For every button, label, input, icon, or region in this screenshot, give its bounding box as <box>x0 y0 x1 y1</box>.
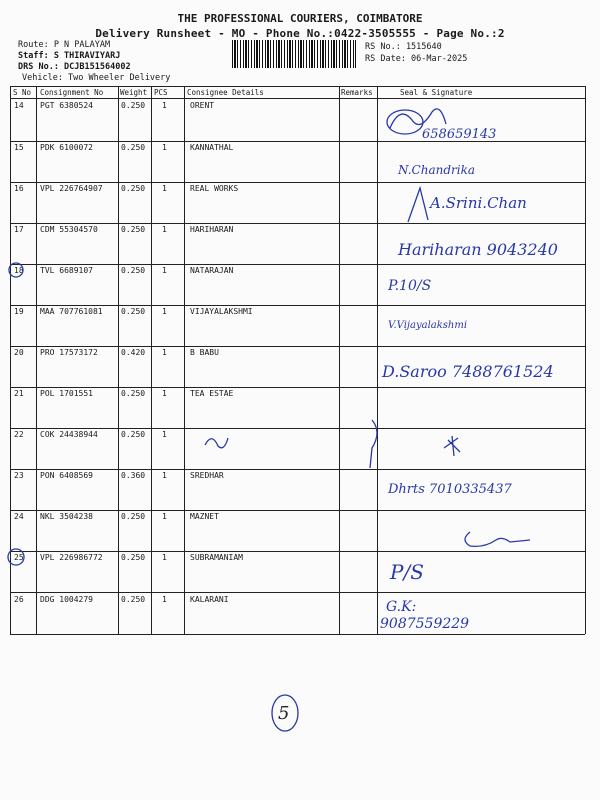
row-pcs: 1 <box>162 101 167 110</box>
row-weight: 0.250 <box>121 143 146 152</box>
row-consignment: COK 24438944 <box>40 430 98 439</box>
row-sno: 19 <box>14 307 24 316</box>
row-consignment: PDK 6100072 <box>40 143 93 152</box>
row-sno: 17 <box>14 225 24 234</box>
row-consignee: ORENT <box>190 101 215 110</box>
handwritten-signature: G.K: <box>386 599 417 615</box>
row-pcs: 1 <box>162 595 167 604</box>
row-weight: 0.250 <box>121 595 146 604</box>
col-signature: Seal & Signature <box>400 88 473 97</box>
row-consignment: VPL 226764907 <box>40 184 103 193</box>
row-consignee: KALARANI <box>190 595 229 604</box>
col-consignment: Consignment No <box>40 88 104 97</box>
row-pcs: 1 <box>162 143 167 152</box>
row-consignment: MAA 707761081 <box>40 307 103 316</box>
drs-label: DRS No.: DCJB151564002 <box>18 62 131 72</box>
row-consignee: B BABU <box>190 348 219 357</box>
row-sno: 20 <box>14 348 24 357</box>
row-sno: 21 <box>14 389 24 398</box>
row-sno: 16 <box>14 184 24 193</box>
row-weight: 0.420 <box>121 348 146 357</box>
row-weight: 0.250 <box>121 225 146 234</box>
row-pcs: 1 <box>162 348 167 357</box>
row-weight: 0.250 <box>121 184 146 193</box>
page-mark: 5 <box>278 703 290 724</box>
handwritten-signature: Dhrts 7010335437 <box>388 482 512 497</box>
handwritten-signature: P/S <box>390 560 424 584</box>
row-pcs: 1 <box>162 553 167 562</box>
vehicle-label: Vehicle: Two Wheeler Delivery <box>22 73 171 83</box>
row-pcs: 1 <box>162 389 167 398</box>
handwritten-signature: D.Saroo 7488761524 <box>382 362 554 381</box>
rs-date: RS Date: 06-Mar-2025 <box>365 54 468 64</box>
row-consignee: KANNATHAL <box>190 143 234 152</box>
row-sno: 15 <box>14 143 24 152</box>
row-weight: 0.250 <box>121 266 146 275</box>
row-weight: 0.250 <box>121 553 146 562</box>
row-consignee: SREDHAR <box>190 471 224 480</box>
staff-label: Staff: S THIRAVIYARJ <box>18 51 121 61</box>
row-sno: 23 <box>14 471 24 480</box>
row-consignee: NATARAJAN <box>190 266 234 275</box>
row-consignee: HARIHARAN <box>190 225 234 234</box>
row-consignment: PON 6408569 <box>40 471 93 480</box>
runsheet-subtitle: Delivery Runsheet - MO - Phone No.:0422-3505555 - Page No.:2 <box>95 27 505 40</box>
row-weight: 0.250 <box>121 512 146 521</box>
handwritten-signature: V.Vijayalakshmi <box>388 320 468 331</box>
handwritten-signature: Hariharan 9043240 <box>398 240 558 259</box>
row-consignment: CDM 55304570 <box>40 225 98 234</box>
row-pcs: 1 <box>162 307 167 316</box>
row-consignment: PRO 17573172 <box>40 348 98 357</box>
row-sno: 14 <box>14 101 24 110</box>
handwritten-number: 9087559229 <box>380 616 470 632</box>
row-consignment: POL 1701551 <box>40 389 93 398</box>
barcode <box>232 40 356 68</box>
row-sno: 26 <box>14 595 24 604</box>
row-pcs: 1 <box>162 430 167 439</box>
col-remarks: Remarks <box>341 88 373 97</box>
handwritten-number: 658659143 <box>422 127 497 142</box>
row-weight: 0.360 <box>121 471 146 480</box>
row-weight: 0.250 <box>121 389 146 398</box>
row-sno: 25 <box>14 553 24 562</box>
company-title: THE PROFESSIONAL COURIERS, COIMBATORE <box>177 12 423 25</box>
row-consignee: MAZNET <box>190 512 219 521</box>
row-weight: 0.250 <box>121 101 146 110</box>
col-consignee: Consignee Details <box>187 88 264 97</box>
handwritten-signature: P.10/S <box>388 278 432 294</box>
row-consignee: VIJAYALAKSHMI <box>190 307 253 316</box>
rs-number: RS No.: 1515640 <box>365 42 442 52</box>
handwritten-signature: A.Srini.Chan <box>430 194 527 212</box>
col-sno: S No <box>13 88 32 97</box>
row-consignment: NKL 3504238 <box>40 512 93 521</box>
row-weight: 0.250 <box>121 430 146 439</box>
col-pcs: PCS <box>154 88 168 97</box>
handwritten-signature: N.Chandrika <box>398 163 476 177</box>
row-pcs: 1 <box>162 512 167 521</box>
row-sno: 24 <box>14 512 24 521</box>
row-consignment: VPL 226986772 <box>40 553 103 562</box>
row-sno: 22 <box>14 430 24 439</box>
row-consignee: REAL WORKS <box>190 184 239 193</box>
row-pcs: 1 <box>162 184 167 193</box>
row-consignee: TEA ESTAE <box>190 389 234 398</box>
row-pcs: 1 <box>162 225 167 234</box>
row-weight: 0.250 <box>121 307 146 316</box>
route-label: Route: P N PALAYAM <box>18 40 111 50</box>
row-consignment: PGT 6380524 <box>40 101 93 110</box>
row-consignment: TVL 6689107 <box>40 266 93 275</box>
row-consignee: SUBRAMANIAM <box>190 553 243 562</box>
col-weight: Weight <box>120 88 148 97</box>
row-sno: 18 <box>14 266 24 275</box>
row-pcs: 1 <box>162 266 167 275</box>
row-pcs: 1 <box>162 471 167 480</box>
row-consignment: DDG 1004279 <box>40 595 93 604</box>
